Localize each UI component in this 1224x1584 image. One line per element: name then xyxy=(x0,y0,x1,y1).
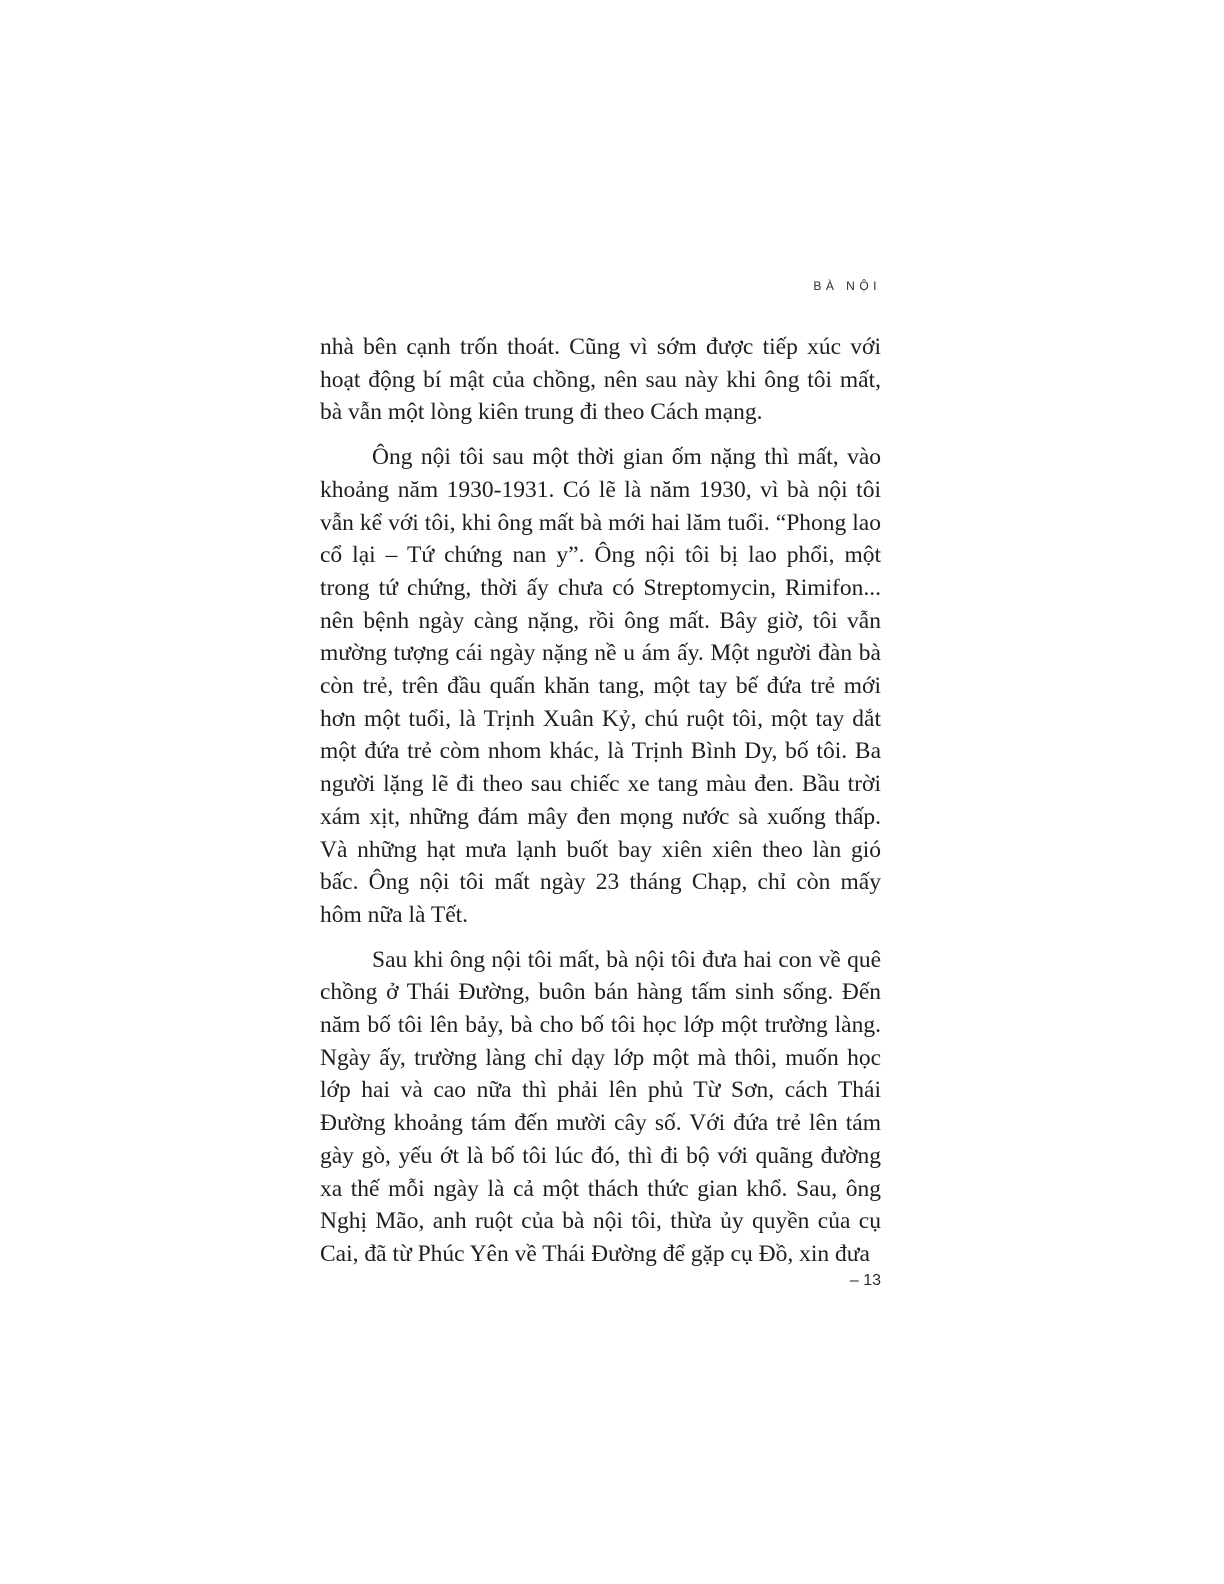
page-number: – 13 xyxy=(849,1272,881,1289)
paragraph-2: Ông nội tôi sau một thời gian ốm nặng thì mất, vào khoảng năm 1930-1931. Có lẽ là năm 1930, vì bà nội tôi vẫn kể với tôi, khi ông mất bà mới hai lăm tuổi. “Phong lao cổ lại – Tứ chứng nan y”. Ông nội tôi bị lao phổi, một trong tứ chứng, thời ấy chưa có Streptomycin, Rimifon... nên bệnh ngày càng nặng, rồi ông mất. Bây giờ, tôi vẫn mường tượng cái ngày nặng nề u ám ấy. Một người đàn bà còn trẻ, trên đầu quấn khăn tang, một tay bế đứa trẻ mới hơn một tuổi, là Trịnh Xuân Kỷ, chú ruột tôi, một tay dắt một đứa trẻ còm nhom khác, là Trịnh Bình Dy, bố tôi. Ba người lặng lẽ đi theo sau chiếc xe tang màu đen. Bầu trời xám xịt, những đám mây đen mọng nước sà xuống thấp. Và những hạt mưa lạnh buốt bay xiên xiên theo làn gió bấc. Ông nội tôi mất ngày 23 tháng Chạp, chỉ còn mấy hôm nữa là Tết. xyxy=(320,444,881,928)
body-text xyxy=(320,331,881,1271)
running-head: BÀ NỘI xyxy=(813,279,881,293)
paragraph-1: nhà bên cạnh trốn thoát. Cũng vì sớm được tiếp xúc với hoạt động bí mật của chồng, nên sau này khi ông tôi mất, bà vẫn một lòng kiên trung đi theo Cách mạng. xyxy=(320,334,881,426)
paragraph-3: Sau khi ông nội tôi mất, bà nội tôi đưa hai con về quê chồng ở Thái Đường, buôn bán hàng tấm sinh sống. Đến năm bố tôi lên bảy, bà cho bố tôi học lớp một trường làng. Ngày ấy, trường làng chỉ dạy lớp một mà thôi, muốn học lớp hai và cao nữa thì phải lên phủ Từ Sơn, cách Thái Đường khoảng tám đến mười cây số. Với đứa trẻ lên tám gày gò, yếu ớt là bố tôi lúc đó, thì đi bộ với quãng đường xa thế mỗi ngày là cả một thách thức gian khổ. Sau, ông Nghị Mão, anh ruột của bà nội tôi, thừa ủy quyền của cụ Cai, đã từ Phúc Yên về Thái Đường để gặp cụ Đồ, xin đưa xyxy=(320,946,881,1267)
